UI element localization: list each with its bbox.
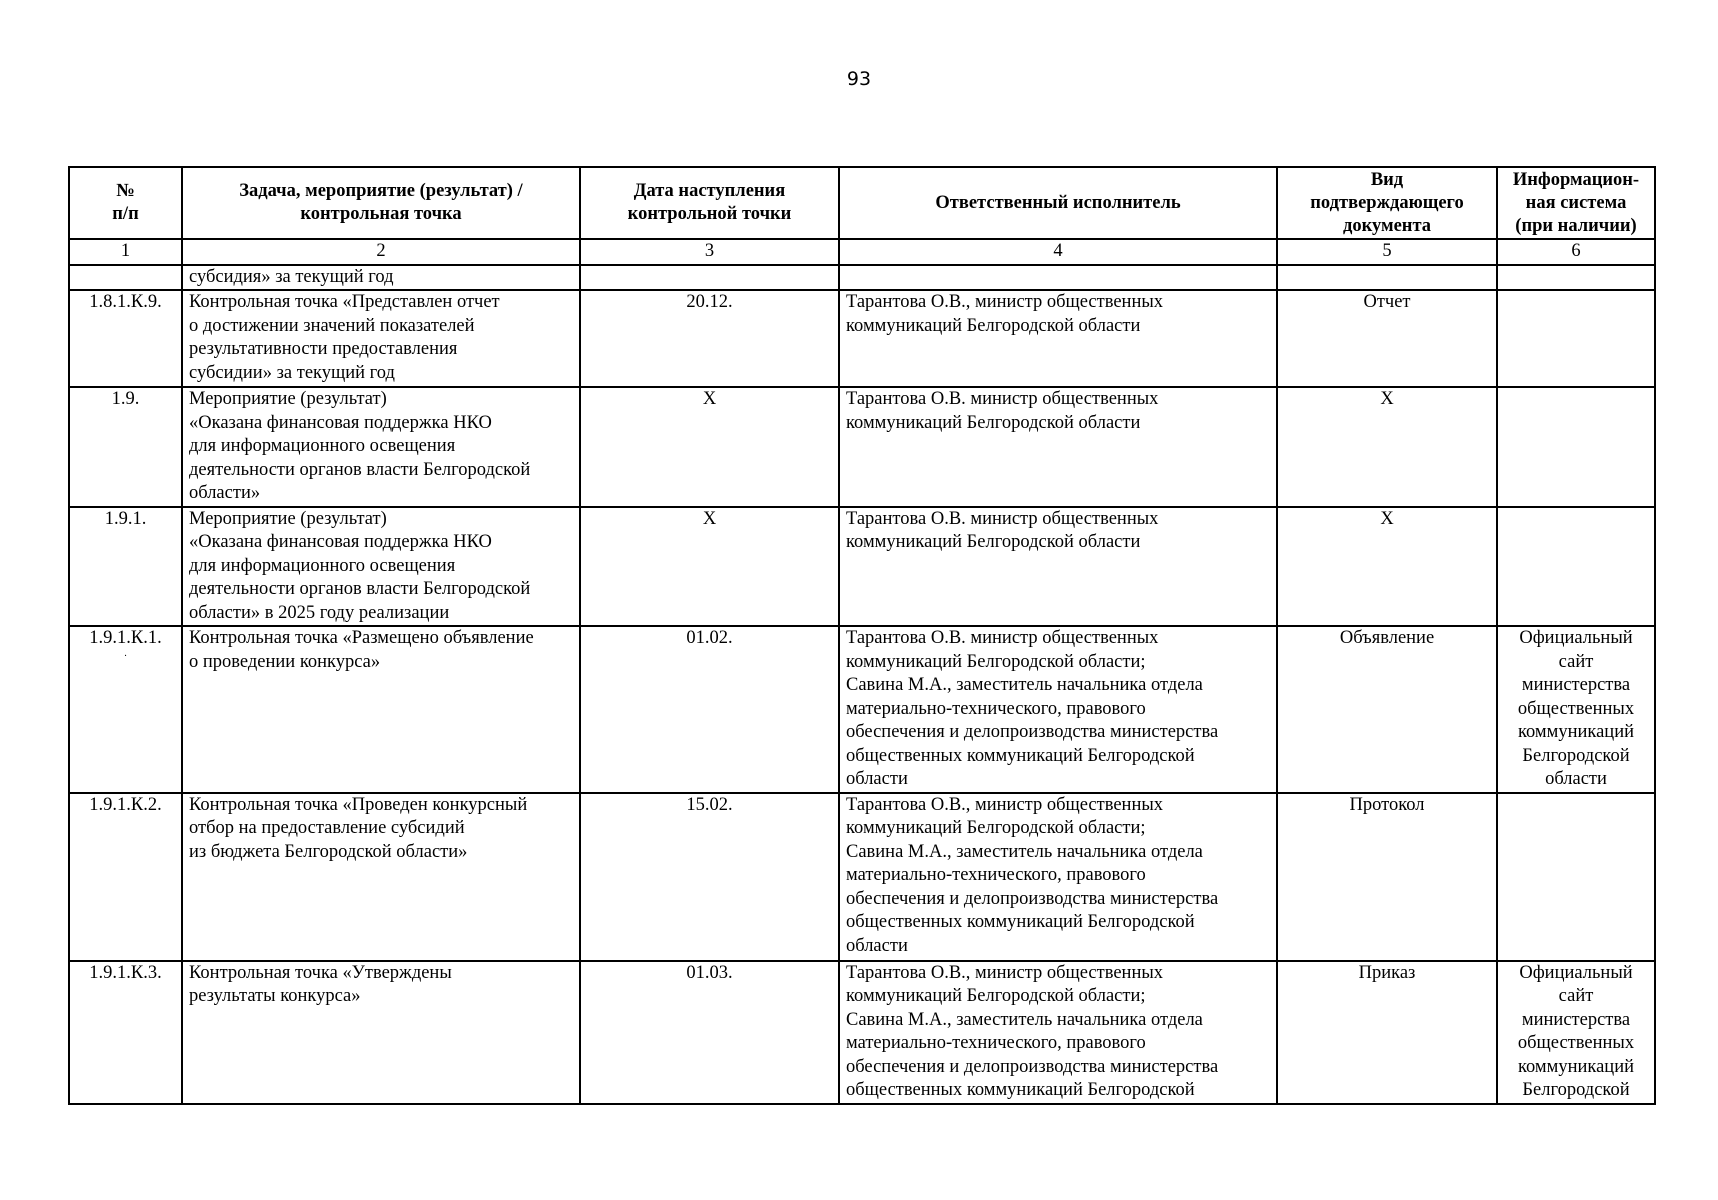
header-number: № п/п	[69, 167, 182, 239]
column-number: 4	[839, 239, 1277, 265]
column-number-row	[69, 239, 1655, 265]
cell-info-system	[1497, 507, 1655, 627]
column-number: 6	[1497, 239, 1655, 265]
cell-executor: Тарантова О.В. министр общественных коммуникаций Белгородской области; Савина М.А., заместитель начальника отдела материально-технического, правового обеспечения и делопроизводства министерства общественных коммуникаций Белгородской области	[839, 626, 1277, 793]
column-number: 1	[69, 239, 182, 265]
header-executor: Ответственный исполнитель	[839, 167, 1277, 239]
cell-task: Контрольная точка «Размещено объявление о проведении конкурса»	[182, 626, 580, 793]
cell-info-system	[1497, 290, 1655, 387]
cell-task: Мероприятие (результат) «Оказана финансовая поддержка НКО для информационного освещения деятельности органов власти Белгородской области» в 2025 году реализации	[182, 507, 580, 627]
cell-document: Приказ	[1277, 961, 1497, 1104]
cell-info-system: Официальный сайт министерства общественных коммуникаций Белгородской	[1497, 961, 1655, 1104]
continuation-row	[69, 265, 1655, 291]
cell-document: Отчет	[1277, 290, 1497, 387]
cell-date: 15.02.	[580, 793, 839, 961]
cell-task: Мероприятие (результат) «Оказана финансовая поддержка НКО для информационного освещения деятельности органов власти Белгородской области»	[182, 387, 580, 507]
cell-executor: Тарантова О.В. министр общественных коммуникаций Белгородской области	[839, 507, 1277, 627]
control-points-table	[68, 166, 1656, 1105]
cell-executor: Тарантова О.В., министр общественных коммуникаций Белгородской области	[839, 290, 1277, 387]
cell-info-system	[1497, 387, 1655, 507]
cell-date: 20.12.	[580, 290, 839, 387]
cell-executor: Тарантова О.В. министр общественных коммуникаций Белгородской области	[839, 387, 1277, 507]
cell-document	[1277, 265, 1497, 291]
cell-date: X	[580, 387, 839, 507]
cell-task: субсидия» за текущий год	[182, 265, 580, 291]
cell-document: Протокол	[1277, 793, 1497, 961]
table-row	[69, 626, 1655, 793]
cell-task: Контрольная точка «Проведен конкурсный отбор на предоставление субсидий из бюджета Белгородской области»	[182, 793, 580, 961]
cell-number: 1.8.1.К.9.	[69, 290, 182, 387]
cell-info-system	[1497, 793, 1655, 961]
table-row	[69, 290, 1655, 387]
table-row	[69, 793, 1655, 961]
cell-number	[69, 265, 182, 291]
cell-document: Объявление	[1277, 626, 1497, 793]
column-number: 3	[580, 239, 839, 265]
cell-date: 01.03.	[580, 961, 839, 1104]
cell-number-text: 1.9.1.К.1.	[89, 628, 162, 648]
page-number: 93	[846, 68, 872, 90]
column-number: 5	[1277, 239, 1497, 265]
header-info-system: Информацион- ная система (при наличии)	[1497, 167, 1655, 239]
cell-date: 01.02.	[580, 626, 839, 793]
scan-dot-mark: ·	[123, 650, 128, 662]
cell-task: Контрольная точка «Утверждены результаты конкурса»	[182, 961, 580, 1104]
cell-task: Контрольная точка «Представлен отчет о достижении значений показателей результативности предоставления субсидии» за текущий год	[182, 290, 580, 387]
table-row	[69, 961, 1655, 1104]
cell-date	[580, 265, 839, 291]
header-date: Дата наступления контрольной точки	[580, 167, 839, 239]
cell-number: 1.9.1.К.2.	[69, 793, 182, 961]
cell-number	[69, 626, 182, 793]
cell-executor	[839, 265, 1277, 291]
cell-number: 1.9.1.	[69, 507, 182, 627]
cell-number: 1.9.1.К.3.	[69, 961, 182, 1104]
cell-info-system: Официальный сайт министерства общественных коммуникаций Белгородской области	[1497, 626, 1655, 793]
table-header-row	[69, 167, 1655, 239]
table-row	[69, 387, 1655, 507]
table-row	[69, 507, 1655, 627]
cell-number: 1.9.	[69, 387, 182, 507]
header-document: Вид подтверждающего документа	[1277, 167, 1497, 239]
cell-document: X	[1277, 507, 1497, 627]
column-number: 2	[182, 239, 580, 265]
cell-date: X	[580, 507, 839, 627]
cell-executor: Тарантова О.В., министр общественных коммуникаций Белгородской области; Савина М.А., заместитель начальника отдела материально-технического, правового обеспечения и делопроизводства министерства общественных коммуникаций Белгородской области	[839, 793, 1277, 961]
cell-executor: Тарантова О.В., министр общественных коммуникаций Белгородской области; Савина М.А., заместитель начальника отдела материально-технического, правового обеспечения и делопроизводства министерства общественных коммуникаций Белгородской	[839, 961, 1277, 1104]
header-task: Задача, мероприятие (результат) / контрольная точка	[182, 167, 580, 239]
cell-document: X	[1277, 387, 1497, 507]
cell-info-system	[1497, 265, 1655, 291]
